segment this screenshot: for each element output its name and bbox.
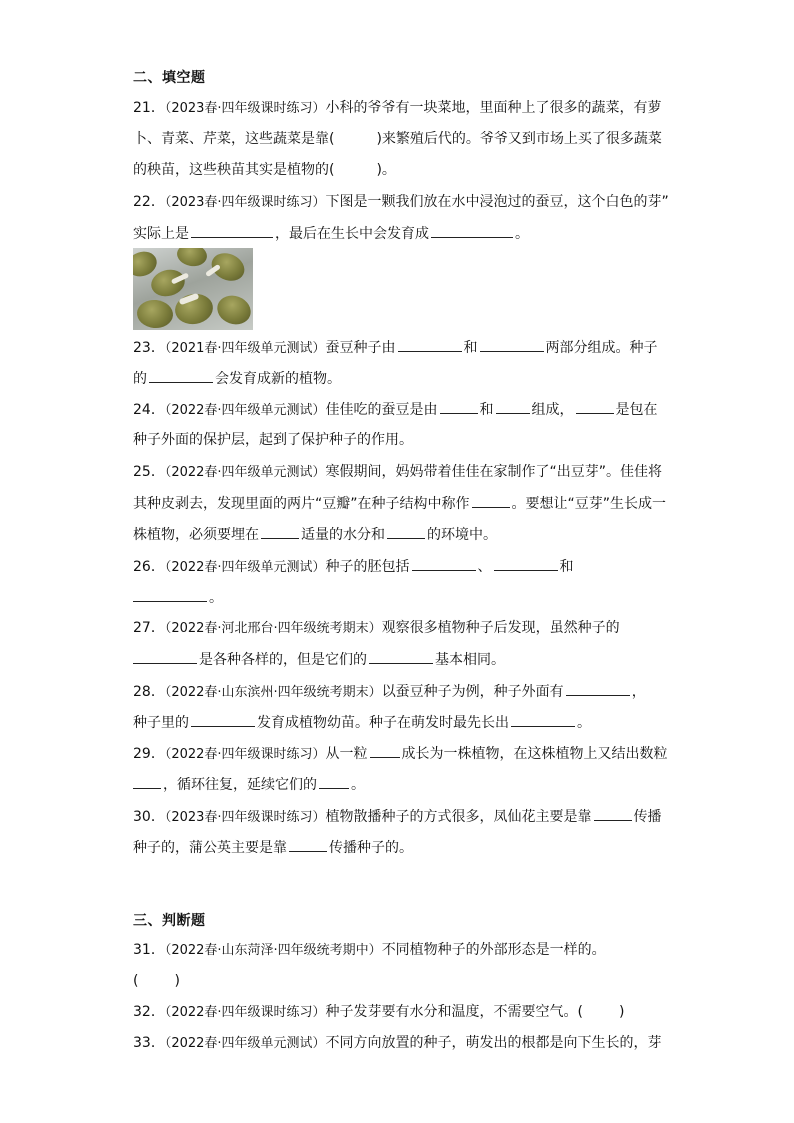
q33-line1: 33．（2022春·四年级单元测试）不同方向放置的种子，萌发出的根都是向下生长的，芽 <box>133 1035 662 1051</box>
answer-blank[interactable] <box>472 493 510 508</box>
answer-blank[interactable] <box>133 587 207 602</box>
q32-line1: 32．（2022春·四年级课时练习）种子发芽要有水分和温度，不需要空气。( ) <box>133 1004 625 1020</box>
answer-blank[interactable] <box>594 806 632 821</box>
answer-blank[interactable] <box>387 524 425 539</box>
q31-line2: ( ) <box>133 973 180 989</box>
answer-blank[interactable] <box>261 524 299 539</box>
q27-line1: 27．（2022春·河北邢台·四年级统考期末）观察很多植物种子后发现，虽然种子的 <box>133 620 620 636</box>
soaked-broad-beans-photo <box>133 248 253 330</box>
answer-blank[interactable] <box>440 399 478 414</box>
answer-blank[interactable] <box>576 399 614 414</box>
answer-blank[interactable] <box>480 337 544 352</box>
q21-line3: 的秧苗，这些秧苗其实是植物的( )。 <box>133 162 396 178</box>
answer-blank[interactable] <box>431 223 513 238</box>
q21-line2: 卜、青菜、芹菜，这些蔬菜是靠( )来繁殖后代的。爷爷又到市场上买了很多蔬菜 <box>133 131 662 147</box>
answer-blank[interactable] <box>369 649 433 664</box>
section-title-fill-in: 二、填空题 <box>133 70 206 86</box>
q23-line1: 23．（2021春·四年级单元测试）蚕豆种子由 和 两部分组成。种子 <box>133 337 663 359</box>
q22-line2: 实际上是 ，最后在生长中会发育成 。 <box>133 223 663 244</box>
answer-blank[interactable] <box>496 399 530 414</box>
q23-line2: 的 会发育成新的植物。 <box>133 368 663 389</box>
q30-line1: 30．（2023春·四年级课时练习）植物散播种子的方式很多，凤仙花主要是靠 传播 <box>133 806 663 828</box>
answer-blank[interactable] <box>412 556 476 571</box>
q26-line2: 。 <box>133 587 663 608</box>
q25-line2: 其种皮剥去，发现里面的两片“豆瓣”在种子结构中称作 。要想让“豆芽”生长成一 <box>133 493 663 514</box>
q28-line2: 种子里的 发育成植物幼苗。种子在萌发时最先长出 。 <box>133 712 663 733</box>
q26-line1: 26．（2022春·四年级单元测试）种子的胚包括 、 和 <box>133 556 663 578</box>
answer-blank[interactable] <box>566 681 630 696</box>
answer-blank[interactable] <box>319 774 349 789</box>
answer-blank[interactable] <box>133 774 161 789</box>
q25-line3: 株植物，必须要埋在 适量的水分和 的环境中。 <box>133 524 663 545</box>
q31-line1: 31．（2022春·山东菏泽·四年级统考期中）不同植物种子的外部形态是一样的。 <box>133 942 606 958</box>
section-title-true-false: 三、判断题 <box>133 913 206 929</box>
q28-line1: 28．（2022春·山东滨州·四年级统考期末）以蚕豆种子为例，种子外面有 ， <box>133 681 663 703</box>
q29-line1: 29．（2022春·四年级课时练习）从一粒 成长为一株植物，在这株植物上又结出数粒 <box>133 743 663 765</box>
answer-blank[interactable] <box>511 712 575 727</box>
answer-blank[interactable] <box>494 556 558 571</box>
q29-line2: ，循环往复，延续它们的 。 <box>133 774 663 795</box>
q24-line2: 种子外面的保护层，起到了保护种子的作用。 <box>133 432 413 448</box>
q22-line1: 22．（2023春·四年级课时练习）下图是一颗我们放在水中浸泡过的蚕豆，这个白色的芽” <box>133 194 669 210</box>
q27-line2: 是各种各样的，但是它们的 基本相同。 <box>133 649 663 670</box>
q21-line1: 21．（2023春·四年级课时练习）小科的爷爷有一块菜地，里面种上了很多的蔬菜，有萝 <box>133 100 662 116</box>
q24-line1: 24．（2022春·四年级单元测试）佳佳吃的蚕豆是由 和 组成， 是包在 <box>133 399 663 421</box>
answer-blank[interactable] <box>289 837 327 852</box>
answer-blank[interactable] <box>149 368 213 383</box>
q30-line2: 种子的，蒲公英主要是靠 传播种子的。 <box>133 837 663 858</box>
q25-line1: 25．（2022春·四年级单元测试）寒假期间，妈妈带着佳佳在家制作了“出豆芽”。佳佳将 <box>133 464 663 480</box>
answer-blank[interactable] <box>133 649 197 664</box>
answer-blank[interactable] <box>370 743 400 758</box>
answer-blank[interactable] <box>191 223 273 238</box>
answer-blank[interactable] <box>398 337 462 352</box>
answer-blank[interactable] <box>191 712 255 727</box>
